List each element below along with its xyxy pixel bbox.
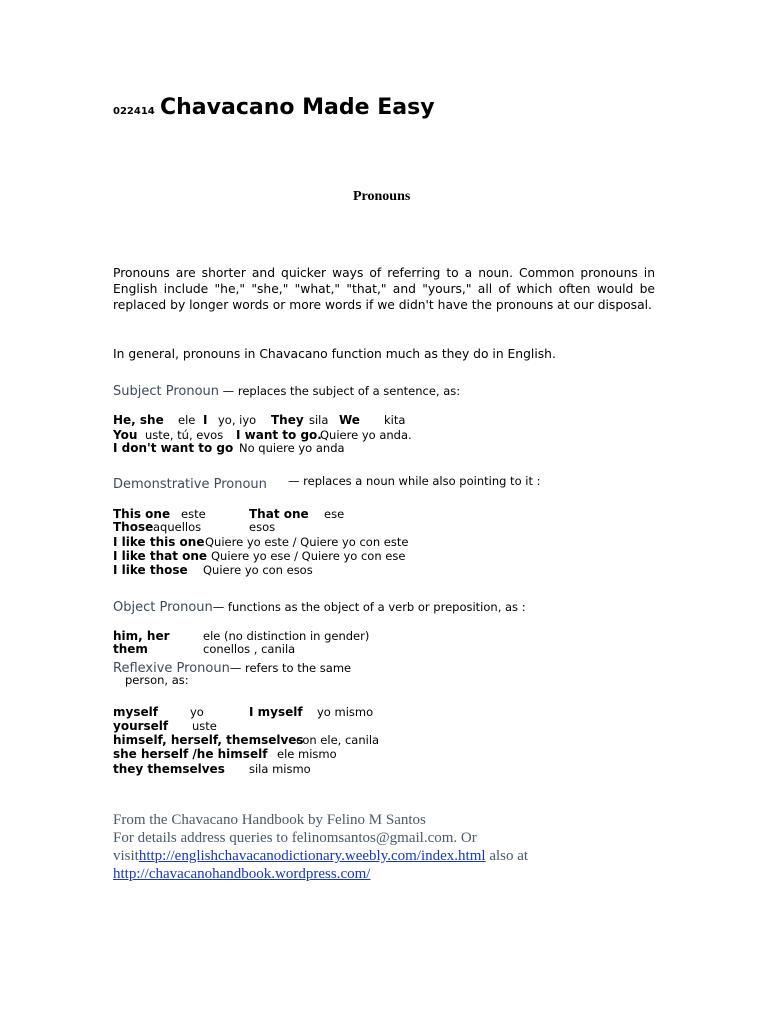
footer-source: From the Chavacano Handbook by Felino M Santos [113, 812, 426, 828]
demonstrative-pronoun-heading: Demonstrative Pronoun [113, 477, 267, 492]
translation-they-themselves: sila mismo [249, 762, 311, 776]
term-they: They [271, 413, 304, 427]
translation-want-to-go: Quiere yo anda. [320, 428, 412, 442]
term-we: We [339, 413, 360, 427]
reflexive-pronoun-heading: Reflexive Pronoun [113, 661, 230, 676]
translation-him-her: ele (no distinction in gender) [203, 629, 370, 643]
translation-like-this-one: Quiere yo este / Quiere yo con este [205, 535, 409, 549]
document-title: Chavacano Made Easy [160, 95, 435, 120]
translation-you: uste, tú, evos [145, 428, 224, 442]
demonstrative-heading-line [113, 473, 267, 492]
translation-myself: yo [190, 705, 204, 719]
subject-pronoun-desc: — replaces the subject of a sentence, as: [219, 384, 461, 398]
handbook-link[interactable]: http://chavacanohandbook.wordpress.com/ [113, 866, 371, 882]
term-this-one: This one [113, 507, 171, 521]
translation-like-that-one: Quiere yo ese / Quiere yo con ese [211, 549, 406, 563]
term-they-themselves: they themselves [113, 762, 225, 776]
term-myself: myself [113, 705, 158, 719]
term-i-myself: I myself [249, 705, 303, 719]
translation-dont-want-to-go: No quiere yo anda [239, 441, 345, 455]
term-he-she: He, she [113, 413, 164, 427]
term-yourself: yourself [113, 719, 169, 733]
term-them: them [113, 642, 148, 656]
object-pronoun-desc: — functions as the object of a verb or preposition, as : [212, 600, 526, 614]
footer-visit-line [113, 847, 528, 865]
translation-this-one: este [181, 507, 206, 521]
translation-she-herself: ele mismo [277, 747, 337, 761]
term-himself-herself: himself, herself, themselves [113, 733, 304, 747]
translation-like-those: Quiere yo con esos [203, 563, 313, 577]
term-like-this-one: I like this one [113, 535, 205, 549]
subject-pronoun-heading: Subject Pronoun [113, 384, 220, 399]
translation-those: aquellos [153, 520, 202, 534]
object-heading-line [113, 596, 526, 615]
term-that-one: That one [249, 507, 309, 521]
translation-them: conellos , canila [203, 642, 296, 656]
translation-we: kita [384, 413, 406, 427]
object-pronoun-heading: Object Pronoun [113, 600, 213, 615]
demonstrative-pronoun-desc: — replaces a noun while also pointing to it : [288, 474, 541, 488]
footer-visit-text: visit [113, 848, 139, 864]
term-like-those: I like those [113, 563, 188, 577]
term-you: You [113, 428, 138, 442]
intro-paragraph: Pronouns are shorter and quicker ways of referring to a noun. Common pronouns in English include "he," "she," "what," "that," and "yours," all of which often would be replaced by longer words or more words if we didn't have the pronouns at our disposal. [113, 266, 655, 312]
term-like-that-one: I like that one [113, 549, 208, 563]
footer-link-line [113, 865, 370, 883]
translation-that-one: ese [324, 507, 345, 521]
translation-they: sila [309, 413, 329, 427]
footer-also-text: also at [485, 848, 529, 864]
section-title: Pronouns [353, 189, 411, 204]
dictionary-link[interactable]: http://englishchavacanodictionary.weebly.com/index.html [138, 848, 486, 864]
term-those: Those [113, 520, 154, 534]
translation-i-myself: yo mismo [317, 705, 374, 719]
translation-those-2: esos [249, 520, 276, 534]
reflexive-pronoun-desc-2: person, as: [125, 673, 189, 687]
translation-himself-herself: con ele, canila [296, 733, 380, 747]
translation-he-she: ele [178, 413, 196, 427]
reflexive-pronoun-desc: — refers to the same [229, 661, 352, 675]
term-dont-want-to-go: I don't want to go [113, 441, 234, 455]
document-code: 022414 [113, 106, 155, 117]
term-him-her: him, her [113, 629, 170, 643]
translation-yourself: uste [192, 719, 217, 733]
term-i: I [203, 413, 208, 427]
subject-heading-line [113, 380, 460, 399]
translation-i: yo, iyo [218, 413, 257, 427]
footer-contact: For details address queries to felinomsantos@gmail.com. Or [113, 830, 477, 846]
term-want-to-go: I want to go. [236, 428, 322, 442]
term-she-herself: she herself /he himself [113, 747, 268, 761]
intro-paragraph-2: In general, pronouns in Chavacano function much as they do in English. [113, 347, 556, 361]
